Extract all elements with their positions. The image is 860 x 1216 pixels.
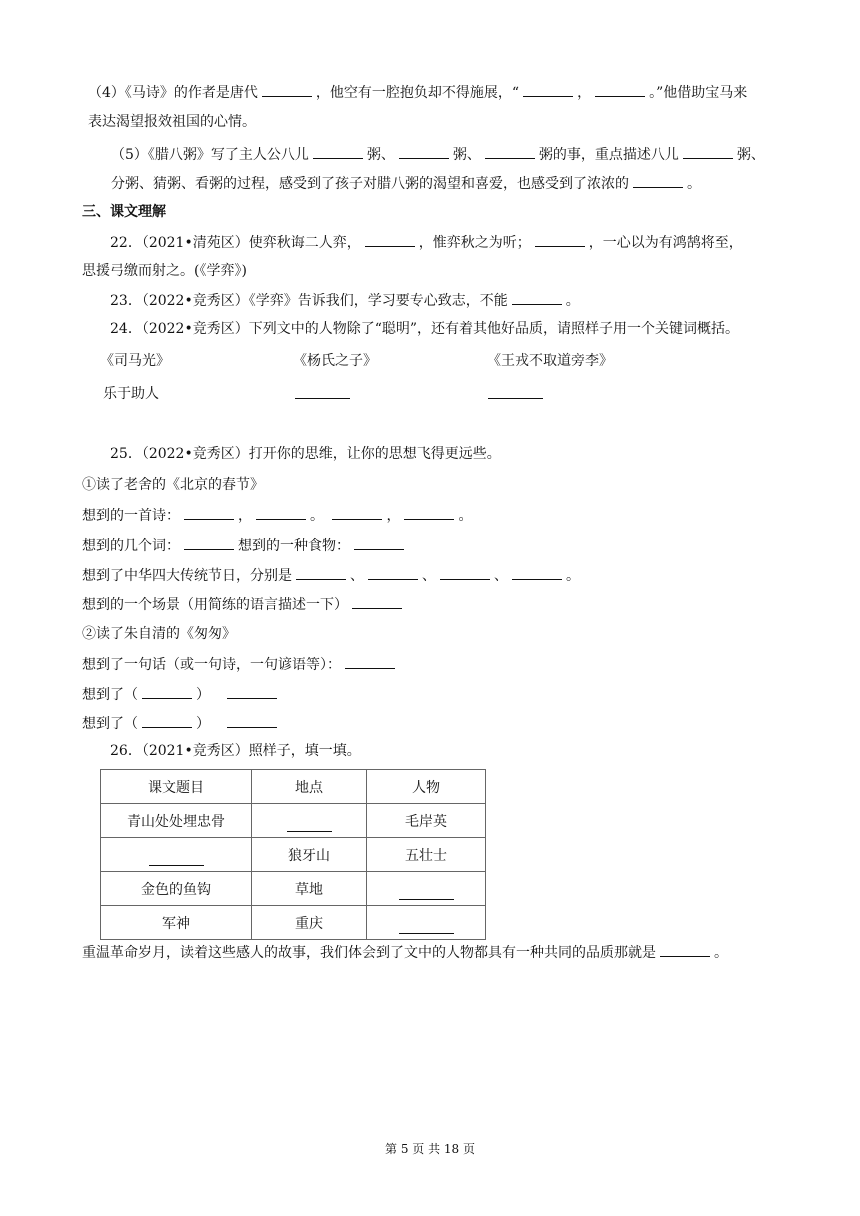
q24-title-1: 《司马光》 <box>100 353 170 369</box>
answer-blank[interactable] <box>485 144 535 159</box>
q25-thought-2: 想到了（ ） <box>82 713 281 734</box>
q24-title-2: 《杨氏之子》 <box>293 353 377 369</box>
table-header: 地点 <box>252 770 367 804</box>
q4-line2: 表达渴望报效祖国的心情。 <box>88 114 256 130</box>
q25-scene: 想到的一个场景（用简练的语言描述一下） <box>82 594 406 615</box>
q26-line: 26．（2021•竞秀区）照样子，填一填。 <box>110 743 361 759</box>
answer-blank[interactable] <box>262 82 312 97</box>
q25-part2: ②读了朱自清的《匆匆》 <box>82 626 236 642</box>
table-cell: 军神 <box>101 906 252 940</box>
table-row <box>101 804 486 838</box>
q25-festival: 想到了中华四大传统节日，分别是 、 、 、 。 <box>82 565 580 586</box>
answer-blank[interactable] <box>633 173 683 188</box>
table-cell: 金色的鱼钩 <box>101 872 252 906</box>
q5-line2: 分粥、猜粥、看粥的过程，感受到了孩子对腊八粥的渴望和喜爱，也感受到了浓浓的 。 <box>111 173 701 194</box>
q25-part1: ①读了老舍的《北京的春节》 <box>82 477 264 493</box>
table-row <box>101 906 486 940</box>
q4-line1: （4）《马诗》的作者是唐代 ，他空有一腔抱负却不得施展，“ ， 。”他借助宝马来 <box>88 82 747 103</box>
q24-blank-1[interactable] <box>291 384 354 405</box>
answer-blank[interactable] <box>365 232 415 247</box>
table-cell: 五壮士 <box>367 838 486 872</box>
table-row <box>101 838 486 872</box>
table-row <box>101 872 486 906</box>
q25-words: 想到的几个词： 想到的一种食物： <box>82 535 408 556</box>
section-heading: 三、课文理解 <box>82 204 166 220</box>
q25-sentence: 想到了一句话（或一句诗，一句谚语等）： <box>82 654 399 675</box>
q22-line1: 22．（2021•清苑区）使弈秋诲二人弈， ，惟弈秋之为听； ，一心以为有鸿鹄将至， <box>110 232 743 253</box>
q22-line2: 思援弓缴而射之。(《学弈》) <box>82 263 247 279</box>
answer-blank[interactable] <box>399 144 449 159</box>
table-header: 人物 <box>367 770 486 804</box>
table-cell: 毛岸英 <box>367 804 486 838</box>
page-footer: 第 5 页 共 18 页 <box>385 1142 475 1156</box>
table-cell-blank[interactable] <box>367 872 486 906</box>
table-cell: 青山处处埋忠骨 <box>101 804 252 838</box>
answer-blank[interactable] <box>523 82 573 97</box>
table-cell-blank[interactable] <box>252 804 367 838</box>
q26-after: 重温革命岁月，读着这些感人的故事，我们体会到了文中的人物都具有一种共同的品质那就是 。 <box>82 942 728 963</box>
answer-blank[interactable] <box>313 144 363 159</box>
table-cell: 狼牙山 <box>252 838 367 872</box>
table-cell: 重庆 <box>252 906 367 940</box>
table-cell-blank[interactable] <box>101 838 252 872</box>
answer-blank[interactable] <box>535 232 585 247</box>
answer-blank[interactable] <box>512 290 562 305</box>
table-cell-blank[interactable] <box>367 906 486 940</box>
table-cell: 草地 <box>252 872 367 906</box>
table-header: 课文题目 <box>101 770 252 804</box>
q24-title-3: 《王戎不取道旁李》 <box>487 353 613 369</box>
q23-line: 23．（2022•竞秀区）《学弈》告诉我们，学习要专心致志，不能 。 <box>110 290 580 311</box>
q24-example: 乐于助人 <box>103 386 159 402</box>
q25-thought-1: 想到了（ ） <box>82 684 281 705</box>
table-header-row <box>101 770 486 804</box>
q25-line: 25．（2022•竞秀区）打开你的思维，让你的思想飞得更远些。 <box>110 446 501 462</box>
answer-blank[interactable] <box>683 144 733 159</box>
q25-poem: 想到的一首诗： ， 。 ， 。 <box>82 505 472 526</box>
q24-blank-2[interactable] <box>484 384 547 405</box>
answer-blank[interactable] <box>595 82 645 97</box>
fill-table <box>100 769 486 940</box>
q5-line1: （5）《腊八粥》写了主人公八儿 粥、 粥、 粥的事，重点描述八儿 粥、 <box>111 144 765 165</box>
q24-line: 24．（2022•竞秀区）下列文中的人物除了“聪明”，还有着其他好品质，请照样子用一个关键词概括。 <box>110 321 740 337</box>
